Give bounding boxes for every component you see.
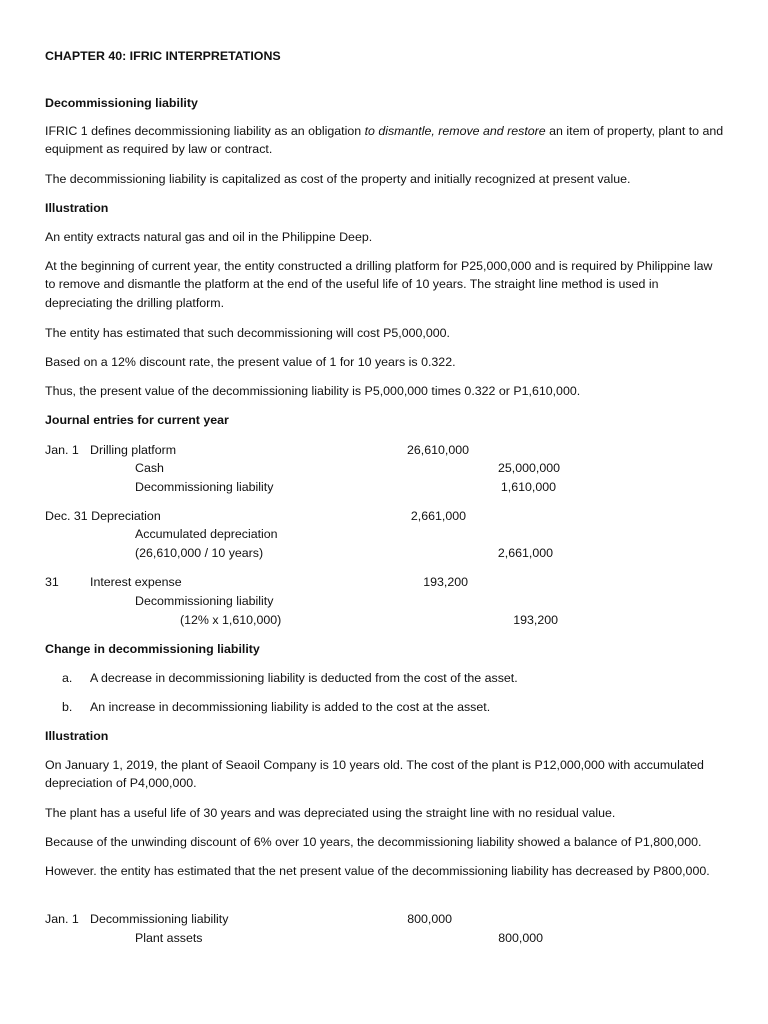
je-credit-amount: 193,200 <box>513 613 558 627</box>
je-credit-account: Decommissioning liability <box>135 594 274 608</box>
je-credit-account: Accumulated depreciation <box>135 527 278 541</box>
je-credit-amount: 800,000 <box>498 931 543 945</box>
je-credit-amount: 1,610,000 <box>500 480 556 494</box>
je-debit-account: Drilling platform <box>90 443 177 457</box>
definition-emphasis: to dismantle, remove and restore <box>364 124 546 138</box>
paragraph: On January 1, 2019, the plant of Seaoil Company is 10 years old. The cost of the plant is P12,000,000 with accumulated depreciation of P4,000,000. <box>45 758 704 791</box>
paragraph: The entity has estimated that such decommissioning will cost P5,000,000. <box>45 326 450 340</box>
je-debit-amount: 800,000 <box>407 912 452 926</box>
je-date: Jan. 1 <box>45 443 79 457</box>
list-marker: a. <box>62 671 73 685</box>
je-date: Jan. 1 <box>45 912 79 926</box>
je-date-account: Dec. 31 Depreciation <box>45 509 161 523</box>
definition-text: IFRIC 1 defines decommissioning liability as an obligation <box>45 124 365 138</box>
change-heading: Change in decommissioning liability <box>45 642 260 656</box>
capitalized-paragraph: The decommissioning liability is capitalized as cost of the property and initially recognized at present value. <box>45 172 631 186</box>
paragraph: Thus, the present value of the decommissioning liability is P5,000,000 times 0.322 or P1,610,000. <box>45 384 581 398</box>
paragraph: Because of the unwinding discount of 6% over 10 years, the decommissioning liability showed a balance of P1,800,000. <box>45 835 702 849</box>
je-debit-account: Decommissioning liability <box>90 912 229 926</box>
je-credit-account: Cash <box>135 461 164 475</box>
je-computation: (12% x 1,610,000) <box>180 613 282 627</box>
journal-heading: Journal entries for current year <box>45 413 229 427</box>
chapter-title: CHAPTER 40: IFRIC INTERPRETATIONS <box>45 49 281 63</box>
je-credit-amount: 2,661,000 <box>497 546 553 560</box>
section-heading: Decommissioning liability <box>45 96 198 110</box>
paragraph: However. the entity has estimated that the net present value of the decommissioning liability has decreased by P800,000. <box>45 864 710 878</box>
paragraph: Based on a 12% discount rate, the present value of 1 for 10 years is 0.322. <box>45 355 456 369</box>
list-marker: b. <box>62 700 73 714</box>
illustration-heading: Illustration <box>45 729 109 743</box>
je-debit-amount: 193,200 <box>423 575 468 589</box>
je-credit-account: Plant assets <box>135 931 203 945</box>
je-credit-amount: 25,000,000 <box>497 461 560 475</box>
definition-paragraph <box>45 122 725 159</box>
je-debit-amount: 26,610,000 <box>406 443 469 457</box>
je-debit-account: Interest expense <box>90 575 182 589</box>
list-item: An increase in decommissioning liability is added to the cost at the asset. <box>90 700 491 714</box>
je-debit-amount: 2,661,000 <box>410 509 466 523</box>
je-credit-account: Decommissioning liability <box>135 480 274 494</box>
list-item: A decrease in decommissioning liability is deducted from the cost of the asset. <box>90 671 518 685</box>
illustration-heading: Illustration <box>45 201 109 215</box>
paragraph: The plant has a useful life of 30 years and was depreciated using the straight line with no residual value. <box>45 806 616 820</box>
je-computation: (26,610,000 / 10 years) <box>135 546 264 560</box>
je-date: 31 <box>45 575 59 589</box>
paragraph: An entity extracts natural gas and oil in the Philippine Deep. <box>45 230 373 244</box>
paragraph: At the beginning of current year, the entity constructed a drilling platform for P25,000,000 and is required by Philippine law to remove and dismantle the platform at the end of the useful life of 10 years. The straight line method is used in depreciating the drilling platform. <box>45 259 713 310</box>
definition-text-end: an item of property, plant to and equipment as required by law or contract. <box>45 124 724 157</box>
